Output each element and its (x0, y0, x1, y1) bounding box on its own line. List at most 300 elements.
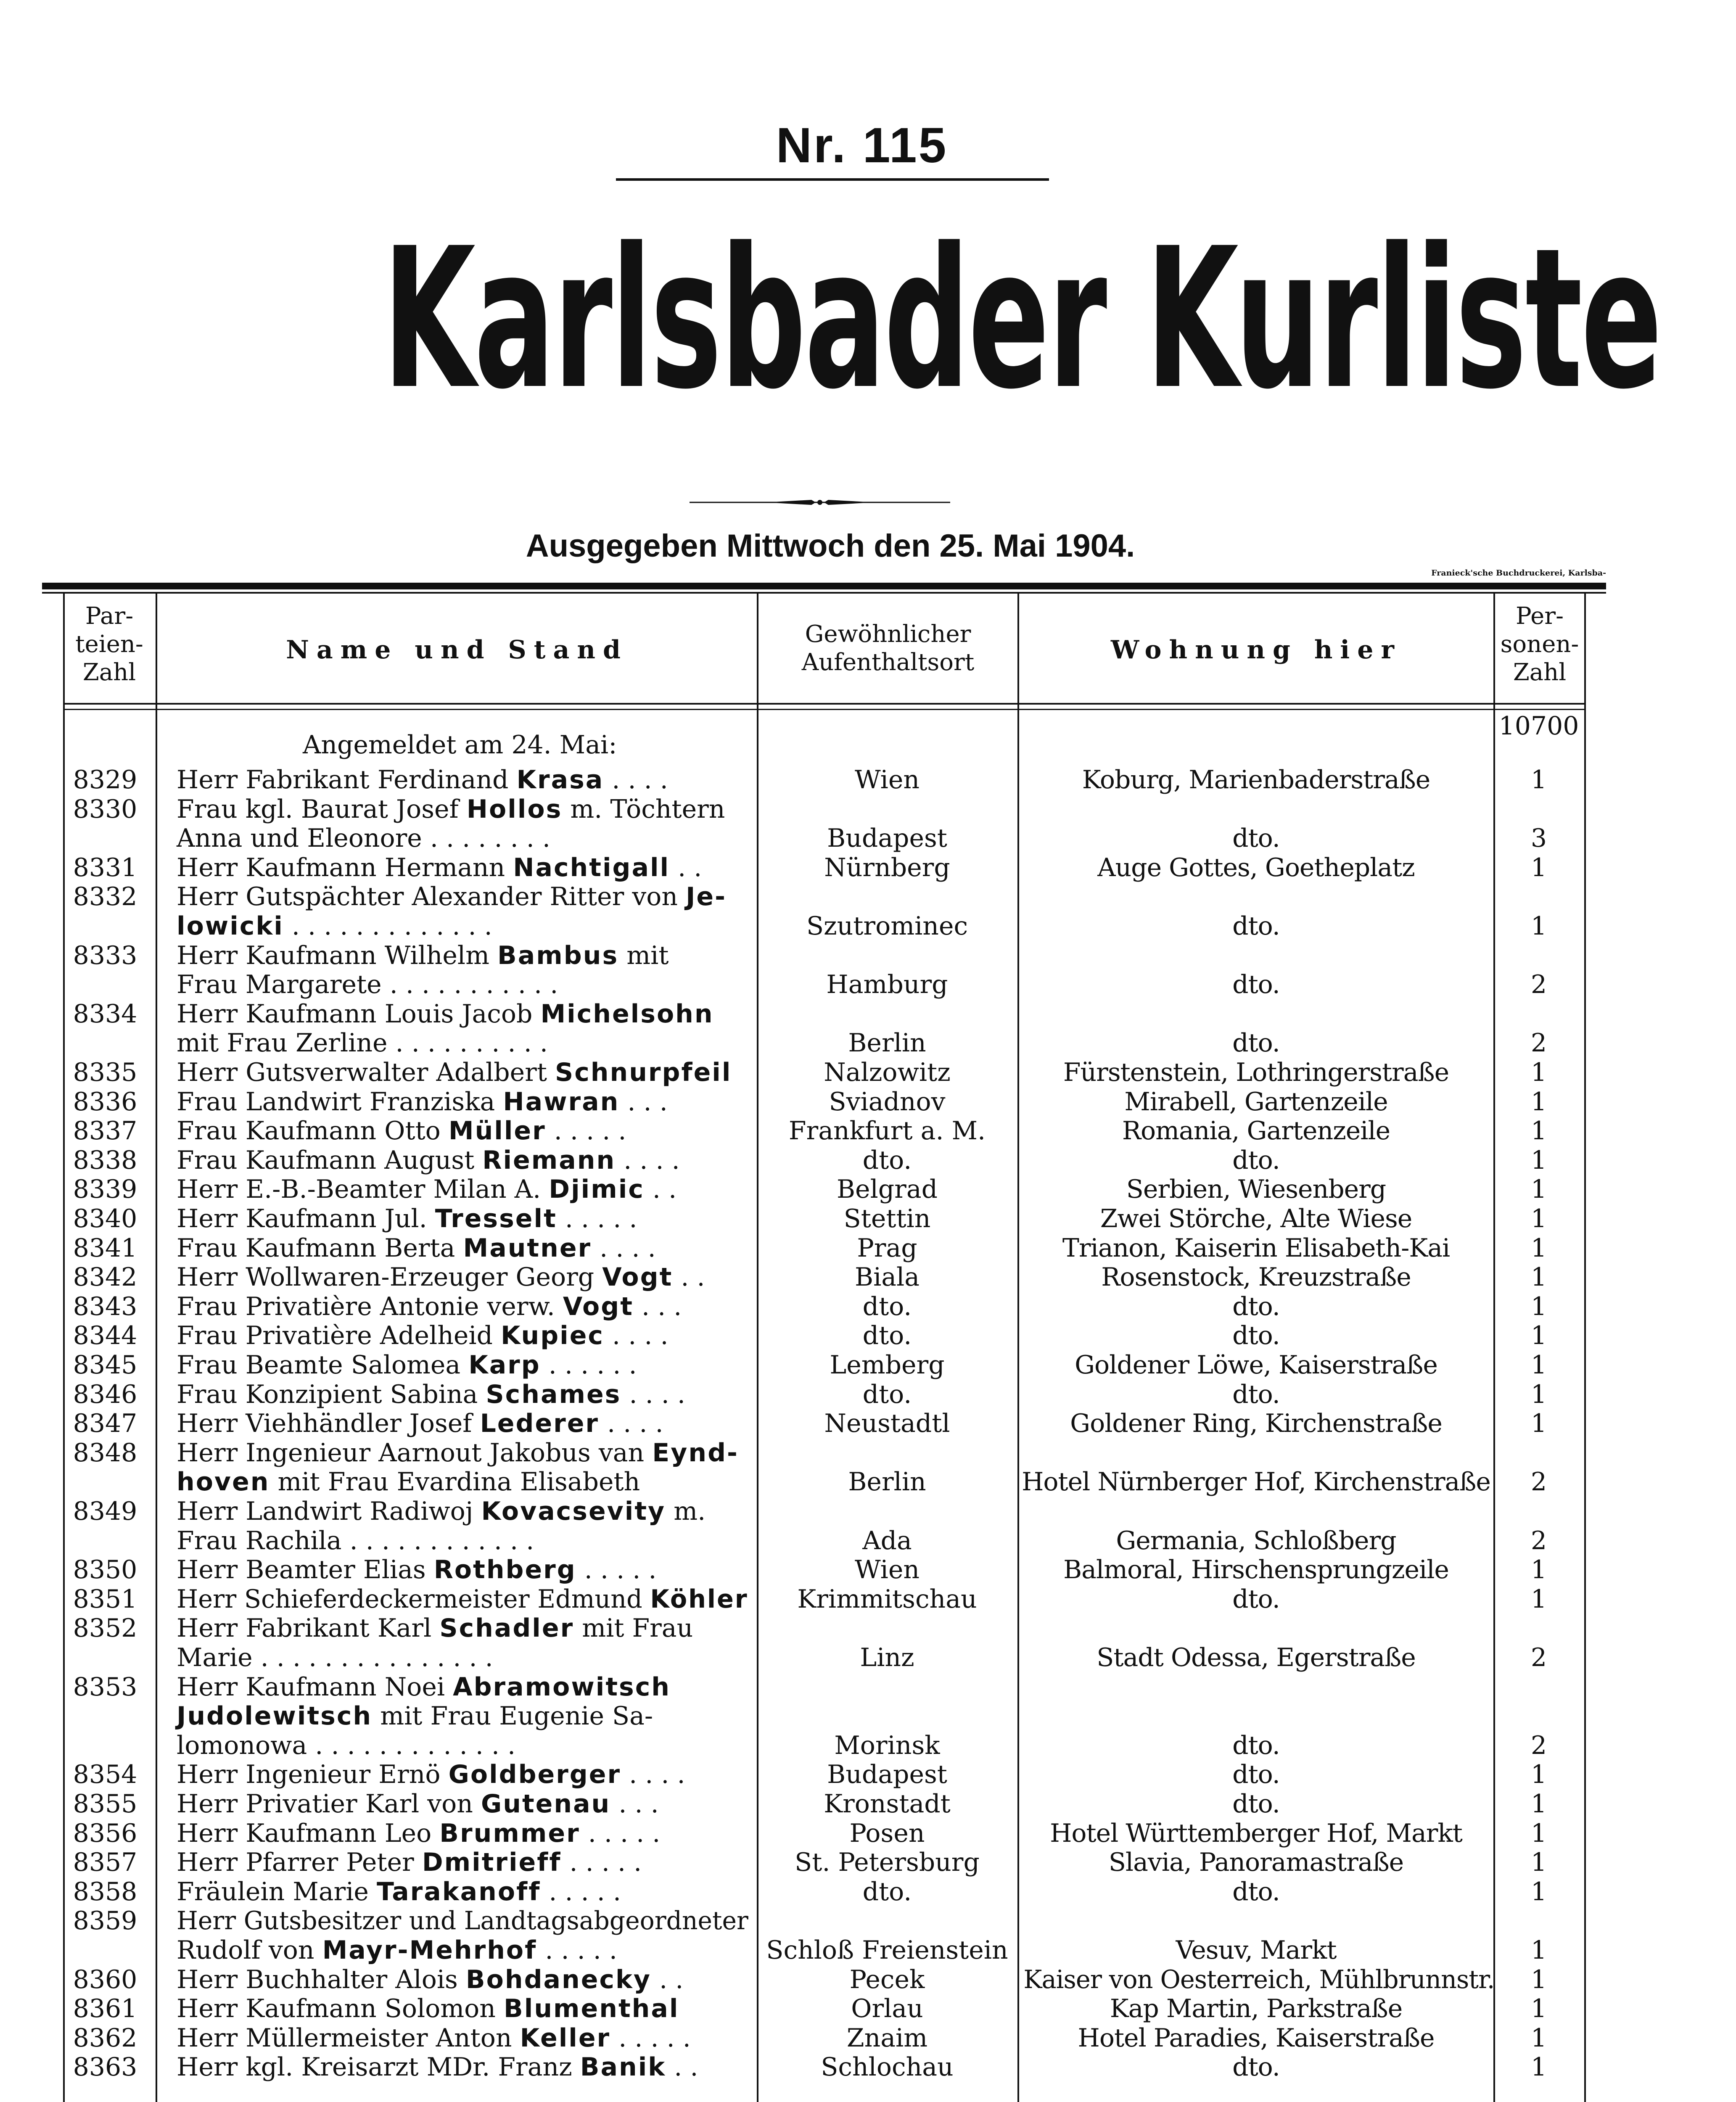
local-address: Koburg, Marienbaderstraße (1082, 765, 1430, 795)
guest-name (177, 1994, 740, 2023)
local-address: Slavia, Panoramastraße (1108, 1848, 1404, 1878)
guest-name-suffix: . . . . . (561, 1848, 642, 1878)
person-count: 1 (1530, 853, 1547, 882)
usual-residence: Budapest (827, 1760, 947, 1790)
table-row (0, 1555, 1736, 1584)
guest-name-prefix: Rudolf von (177, 1936, 322, 1965)
usual-residence: Hamburg (826, 970, 948, 1000)
usual-residence: Orlau (851, 1994, 923, 2024)
guest-name-prefix: Anna und Eleonore . . . . . . . . (177, 824, 550, 853)
guest-name (177, 1555, 740, 1584)
guest-name-prefix: Herr kgl. Kreisarzt MDr. Franz (177, 2052, 580, 2082)
guest-name-prefix: Herr Wollwaren-Erzeuger Georg (177, 1262, 602, 1292)
guest-name (177, 1965, 740, 1994)
guest-surname: Brummer (439, 1818, 580, 1848)
guest-name (177, 1701, 740, 1731)
table-row (0, 1760, 1736, 1789)
local-address: dto. (1232, 911, 1280, 941)
masthead-rule-thin (42, 592, 1606, 594)
guest-name-suffix: mit Frau Eugenie Sa- (372, 1701, 653, 1731)
party-number: 8344 (73, 1321, 137, 1351)
person-count: 3 (1530, 824, 1547, 853)
usual-residence: Frankfurt a. M. (788, 1116, 986, 1146)
local-address: dto. (1232, 1584, 1280, 1614)
party-number: 8352 (73, 1613, 137, 1643)
person-count: 1 (1530, 1204, 1547, 1233)
usual-residence: Wien (855, 1555, 920, 1585)
guest-name-suffix: mit Frau (574, 1613, 693, 1643)
guest-name (177, 1262, 740, 1292)
guest-name (177, 1058, 740, 1087)
guest-name-suffix: . . . . (604, 765, 668, 795)
person-count: 1 (1530, 1848, 1547, 1878)
guest-name (177, 1906, 748, 1936)
table-row (0, 1116, 1736, 1146)
local-address: Vesuv, Markt (1176, 1936, 1337, 1965)
local-address: dto. (1232, 824, 1280, 853)
guest-surname: hoven (177, 1467, 270, 1497)
person-count: 1 (1530, 1877, 1547, 1907)
person-count: 1 (1530, 1760, 1547, 1790)
table-row (0, 1321, 1736, 1350)
guest-name-suffix: . . . . (604, 1321, 669, 1351)
guest-name-suffix: . . . . . (576, 1555, 657, 1585)
party-number: 8342 (73, 1262, 137, 1292)
guest-surname: Michelsohn (540, 999, 714, 1029)
guest-surname: Müller (448, 1116, 546, 1146)
usual-residence: Wien (855, 765, 920, 795)
guest-name-prefix: Frau kgl. Baurat Josef (177, 794, 467, 824)
local-address: Stadt Odessa, Egerstraße (1097, 1643, 1416, 1672)
guest-name-suffix: . . . (610, 1789, 659, 1819)
local-address: Balmoral, Hirschensprungzeile (1063, 1555, 1449, 1585)
guest-name-prefix: Frau Beamte Salomea (177, 1350, 469, 1380)
usual-residence: Sviadnov (829, 1087, 946, 1117)
guest-surname: Je- (686, 882, 727, 912)
table-row (0, 1058, 1736, 1087)
guest-name-suffix: . . . (619, 1087, 668, 1117)
guest-name-suffix: . . (666, 2052, 698, 2082)
local-address: dto. (1232, 970, 1280, 1000)
party-number: 8332 (73, 882, 137, 912)
table-row (0, 1906, 1736, 1936)
guest-name-prefix: Marie . . . . . . . . . . . . . . . (177, 1643, 493, 1672)
person-count: 1 (1530, 1291, 1547, 1321)
guest-name (177, 1438, 740, 1468)
issue-number: Nr. 115 (776, 118, 948, 173)
table-row (0, 1204, 1736, 1233)
person-count: 1 (1530, 1584, 1547, 1614)
guest-name-prefix: Herr Beamter Elias (177, 1555, 434, 1585)
guest-name-suffix: . . . . . (541, 1877, 621, 1907)
usual-residence: Pecek (849, 1965, 925, 1994)
table-row (0, 2052, 1736, 2082)
guest-name-prefix: Herr Müllermeister Anton (177, 2023, 520, 2053)
party-number: 8357 (73, 1848, 137, 1878)
guest-name-suffix: . . . . (599, 1409, 663, 1439)
guest-name-prefix: Herr Kaufmann Hermann (177, 853, 513, 882)
guest-surname: Krasa (516, 765, 604, 795)
person-count: 1 (1530, 1965, 1547, 1994)
guest-name-suffix: . . . . . . . . . . . . . (283, 911, 492, 941)
guest-name (177, 1613, 740, 1643)
guest-name-suffix: . . . . . (537, 1936, 617, 1965)
guest-name-suffix: . . . (633, 1291, 682, 1321)
local-address: Hotel Nürnberger Hof, Kirchenstraße (1022, 1467, 1490, 1497)
party-number: 8341 (73, 1233, 137, 1263)
table-row (0, 1877, 1736, 1907)
guest-surname: Karp (468, 1350, 541, 1380)
person-count: 2 (1530, 1028, 1547, 1058)
guest-name-prefix: mit Frau Zerline . . . . . . . . . . (177, 1028, 548, 1058)
person-count: 1 (1530, 1379, 1547, 1409)
usual-residence: Ada (862, 1526, 912, 1555)
table-row (0, 1409, 1736, 1438)
guest-name (177, 1175, 740, 1204)
header-name: Name und Stand (286, 635, 628, 665)
guest-surname: Kupiec (501, 1321, 604, 1351)
usual-residence: Lemberg (830, 1350, 945, 1380)
table-row (0, 1292, 1736, 1321)
table-row (0, 1146, 1736, 1175)
table-row (0, 1994, 1736, 2023)
party-number: 8351 (73, 1584, 137, 1614)
guest-surname: Lederer (480, 1409, 600, 1439)
table-row (0, 1467, 1736, 1497)
guest-name-prefix: Frau Rachila . . . . . . . . . . . . (177, 1526, 534, 1555)
page-title: Karlsbader Kurliste (383, 207, 1661, 432)
guest-name-suffix: . . . . (592, 1233, 656, 1263)
header-party-number: Par- teien- Zahl (75, 602, 143, 687)
guest-surname: Rothberg (433, 1555, 576, 1585)
guest-surname: Judolewitsch (177, 1701, 373, 1731)
guest-name (177, 941, 740, 970)
guest-name-prefix: Herr Ingenieur Ernö (177, 1760, 449, 1790)
issue-underline (616, 178, 1049, 181)
person-count: 1 (1530, 2023, 1547, 2053)
header-address: Wohnung hier (1110, 635, 1402, 665)
person-count: 1 (1530, 1175, 1547, 1204)
local-address: dto. (1232, 1877, 1280, 1907)
local-address: dto. (1232, 1028, 1280, 1058)
guest-surname: Kovacsevity (481, 1497, 666, 1526)
local-address: Goldener Löwe, Kaiserstraße (1075, 1350, 1437, 1380)
person-count: 2 (1530, 970, 1547, 1000)
guest-name (177, 1409, 740, 1438)
guest-name-suffix: . . . . . (580, 1818, 661, 1848)
party-number: 8356 (73, 1818, 137, 1848)
usual-residence: Nalzowitz (824, 1058, 951, 1087)
party-number: 8349 (73, 1497, 137, 1526)
table-row (0, 1262, 1736, 1292)
usual-residence: Znaim (846, 2023, 928, 2053)
guest-name (177, 1643, 740, 1672)
guest-name (177, 1760, 740, 1789)
guest-name-prefix: Herr Kaufmann Noei (177, 1672, 453, 1702)
table-row (0, 1731, 1736, 1760)
usual-residence: dto. (862, 1877, 912, 1907)
guest-name-prefix: Herr Ingenieur Aarnout Jakobus van (177, 1438, 653, 1468)
guest-name-suffix: mit (618, 940, 669, 970)
person-count: 2 (1530, 1643, 1547, 1672)
guest-surname: Hollos (466, 794, 563, 824)
guest-surname: Bohdanecky (465, 1965, 652, 1994)
guest-name-prefix: Frau Landwirt Franziska (177, 1087, 503, 1117)
local-address: dto. (1232, 1379, 1280, 1409)
person-count: 2 (1530, 1730, 1547, 1760)
local-address: Hotel Württemberger Hof, Markt (1050, 1818, 1462, 1848)
guest-name (177, 795, 740, 824)
table-row (0, 765, 1736, 795)
table-row (0, 941, 1736, 970)
guest-name (177, 1672, 740, 1702)
guest-name (177, 911, 740, 941)
party-number: 8336 (73, 1087, 137, 1117)
registered-date-line: Angemeldet am 24. Mai: (303, 730, 617, 760)
guest-name (177, 1731, 740, 1760)
guest-name-prefix: Herr Pfarrer Peter (177, 1848, 422, 1878)
person-count: 1 (1530, 765, 1547, 795)
party-number: 8363 (73, 2052, 137, 2082)
local-address: Romania, Gartenzeile (1122, 1116, 1390, 1146)
person-count: 1 (1530, 1994, 1547, 2024)
usual-residence: Biala (854, 1262, 920, 1292)
guest-name-prefix: Frau Kaufmann Berta (177, 1233, 463, 1263)
guest-name-prefix: Herr Fabrikant Karl (177, 1613, 440, 1643)
person-count: 1 (1530, 1936, 1547, 1965)
local-address: Hotel Paradies, Kaiserstraße (1078, 2023, 1435, 2053)
guest-name-suffix: . . . . (621, 1760, 685, 1790)
guest-name-prefix: lomonowa . . . . . . . . . . . . . (177, 1730, 516, 1760)
party-number: 8359 (73, 1906, 137, 1936)
guest-name-prefix: Frau Margarete . . . . . . . . . . . (177, 970, 558, 1000)
guest-name-prefix: Herr Gutsbesitzer und Landtagsabgeordneter (177, 1906, 748, 1936)
person-count: 1 (1530, 1233, 1547, 1263)
local-address: dto. (1232, 1145, 1280, 1175)
header-rule (63, 703, 1585, 705)
guest-name (177, 1087, 740, 1117)
local-address: Germania, Schloßberg (1116, 1526, 1396, 1555)
guest-name-prefix: Herr E.-B.-Beamter Milan A. (177, 1175, 549, 1204)
local-address: Zwei Störche, Alte Wiese (1100, 1204, 1412, 1233)
usual-residence: Schloß Freienstein (766, 1936, 1008, 1965)
usual-residence: Prag (857, 1233, 917, 1263)
guest-name (177, 1819, 740, 1848)
guest-name (177, 1116, 740, 1146)
person-count: 1 (1530, 1058, 1547, 1087)
guest-surname: Goldberger (448, 1760, 621, 1790)
ornament-divider (690, 498, 950, 507)
local-address: dto. (1232, 1789, 1280, 1819)
table-row (0, 1965, 1736, 1994)
guest-name-prefix: Frau Privatière Adelheid (177, 1321, 501, 1351)
person-count: 1 (1530, 1409, 1547, 1439)
person-count: 1 (1530, 1087, 1547, 1117)
guest-name (177, 1877, 740, 1907)
party-number: 8334 (73, 999, 137, 1029)
guest-name (177, 1789, 740, 1819)
guest-name (177, 1497, 740, 1526)
table-row (0, 1584, 1736, 1614)
party-number: 8362 (73, 2023, 137, 2053)
guest-surname: Gutenau (481, 1789, 611, 1819)
table-row (0, 1497, 1736, 1526)
local-address: Mirabell, Gartenzeile (1124, 1087, 1388, 1117)
table-row (0, 824, 1736, 853)
person-count: 1 (1530, 1145, 1547, 1175)
guest-surname: Keller (520, 2023, 611, 2053)
usual-residence: dto. (862, 1379, 912, 1409)
issue-date-line: Ausgegeben Mittwoch den 25. Mai 1904. (526, 528, 1135, 564)
guest-name (177, 853, 740, 882)
usual-residence: Linz (860, 1643, 914, 1672)
party-number: 8338 (73, 1145, 137, 1175)
guest-name-suffix: . . (670, 853, 702, 882)
guest-surname: Köhler (650, 1584, 748, 1614)
usual-residence: dto. (862, 1321, 912, 1351)
guest-name-prefix: Herr Kaufmann Louis Jacob (177, 999, 541, 1029)
person-count: 1 (1530, 1116, 1547, 1146)
guest-name-prefix: Herr Gutspächter Alexander Ritter von (177, 882, 686, 912)
guest-surname: Nachtigall (513, 853, 670, 882)
guest-name-prefix: Fräulein Marie (177, 1877, 377, 1907)
usual-residence: Posen (849, 1818, 925, 1848)
usual-residence: Budapest (827, 824, 947, 853)
local-address: dto. (1232, 1730, 1280, 1760)
guest-name (177, 970, 740, 999)
guest-name-suffix: m. Töchtern (562, 794, 725, 824)
table-row (0, 1643, 1736, 1672)
party-number: 8354 (73, 1760, 137, 1790)
party-number: 8337 (73, 1116, 137, 1146)
guest-name (177, 999, 740, 1029)
party-number: 8358 (73, 1877, 137, 1907)
guest-surname: Riemann (482, 1145, 616, 1175)
table-row (0, 1028, 1736, 1058)
usual-residence: Berlin (848, 1028, 926, 1058)
header-residence: Gewöhnlicher Aufenthaltsort (801, 621, 975, 676)
table-row (0, 970, 1736, 999)
guest-name (177, 1526, 740, 1555)
printer-imprint: Franieck'sche Buchdruckerei, Karlsba- (1431, 568, 1606, 578)
table-row (0, 2023, 1736, 2053)
guest-name-suffix: . . . . (616, 1145, 680, 1175)
guest-name (177, 1204, 740, 1233)
guest-name (177, 882, 740, 911)
usual-residence: Morinsk (834, 1730, 940, 1760)
local-address: Rosenstock, Kreuzstraße (1101, 1262, 1411, 1292)
guest-surname: Schames (486, 1379, 621, 1409)
guest-surname: Vogt (602, 1262, 673, 1292)
guest-surname: Dmitrieff (422, 1848, 562, 1878)
guest-name-prefix: Frau Kaufmann Otto (177, 1116, 449, 1146)
usual-residence: Kronstadt (824, 1789, 951, 1819)
guest-name (177, 1146, 740, 1175)
local-address: Kaiser von Oesterreich, Mühlbrunnstr. (1023, 1965, 1495, 1994)
usual-residence: Stettin (843, 1204, 931, 1233)
party-number: 8360 (73, 1965, 137, 1994)
guest-name-suffix: m. (666, 1497, 706, 1526)
local-address: Serbien, Wiesenberg (1126, 1175, 1386, 1204)
guest-surname: Mautner (463, 1233, 592, 1263)
table-row (0, 1701, 1736, 1731)
local-address: Kap Martin, Parkstraße (1110, 1994, 1403, 2024)
table-row (0, 1438, 1736, 1468)
guest-name (177, 2023, 740, 2053)
guest-name-suffix: . . . . . (546, 1116, 626, 1146)
person-count: 2 (1530, 1467, 1547, 1497)
usual-residence: Schlochau (821, 2052, 954, 2082)
table-row (0, 1819, 1736, 1848)
party-number: 8333 (73, 940, 137, 970)
person-count: 1 (1530, 1321, 1547, 1351)
guest-name-prefix: Herr Kaufmann Solomon (177, 1994, 504, 2024)
table-row (0, 1350, 1736, 1380)
party-number: 8339 (73, 1175, 137, 1204)
guest-name-prefix: Herr Landwirt Radiwoj (177, 1497, 481, 1526)
party-number: 8335 (73, 1058, 137, 1087)
guest-surname: Banik (580, 2052, 666, 2082)
usual-residence: dto. (862, 1145, 912, 1175)
guest-name-prefix: Herr Kaufmann Jul. (177, 1204, 435, 1233)
party-number: 8329 (73, 765, 137, 795)
party-number: 8355 (73, 1789, 137, 1819)
person-count: 1 (1530, 1555, 1547, 1585)
guest-name (177, 2052, 740, 2082)
table-row (0, 1526, 1736, 1555)
usual-residence: Szutrominec (806, 911, 968, 941)
table-row (0, 1789, 1736, 1819)
person-count: 1 (1530, 1262, 1547, 1292)
guest-surname: Tarakanoff (377, 1877, 541, 1907)
guest-name-prefix: Herr Schieferdeckermeister Edmund (177, 1584, 650, 1614)
guest-surname: Schnurpfeil (555, 1058, 732, 1087)
guest-name (177, 1350, 740, 1380)
table-row (0, 1848, 1736, 1877)
guest-name-suffix: . . . . . (557, 1204, 637, 1233)
guest-surname: Eynd- (652, 1438, 739, 1468)
guest-name (177, 1233, 740, 1263)
local-address: Trianon, Kaiserin Elisabeth-Kai (1062, 1233, 1450, 1263)
guest-name-prefix: Herr Fabrikant Ferdinand (177, 765, 517, 795)
guest-name-prefix: Herr Privatier Karl von (177, 1789, 481, 1819)
table-row (0, 1233, 1736, 1263)
local-address: Auge Gottes, Goetheplatz (1097, 853, 1415, 882)
guest-name (177, 1321, 740, 1350)
guest-name (177, 824, 740, 853)
guest-name (177, 1936, 740, 1965)
guest-name-prefix: Herr Gutsverwalter Adalbert (177, 1058, 555, 1087)
table-row (0, 1936, 1736, 1965)
guest-name-prefix: Frau Konzipient Sabina (177, 1379, 486, 1409)
guest-surname: Tresselt (435, 1204, 557, 1233)
local-address: Fürstenstein, Lothringerstraße (1063, 1058, 1449, 1087)
person-count: 1 (1530, 911, 1547, 941)
local-address: dto. (1232, 2052, 1280, 2082)
party-number: 8347 (73, 1409, 137, 1439)
table-row (0, 1613, 1736, 1643)
table-row (0, 853, 1736, 882)
header-rule-second (63, 709, 1585, 710)
guest-name-prefix: Herr Buchhalter Alois (177, 1965, 466, 1994)
usual-residence: Neustadtl (824, 1409, 950, 1439)
guest-surname: Djimic (549, 1175, 645, 1204)
person-count: 1 (1530, 2052, 1547, 2082)
guest-name (177, 1028, 740, 1058)
guest-name (177, 1380, 740, 1409)
person-count: 1 (1530, 1818, 1547, 1848)
table-row (0, 911, 1736, 941)
